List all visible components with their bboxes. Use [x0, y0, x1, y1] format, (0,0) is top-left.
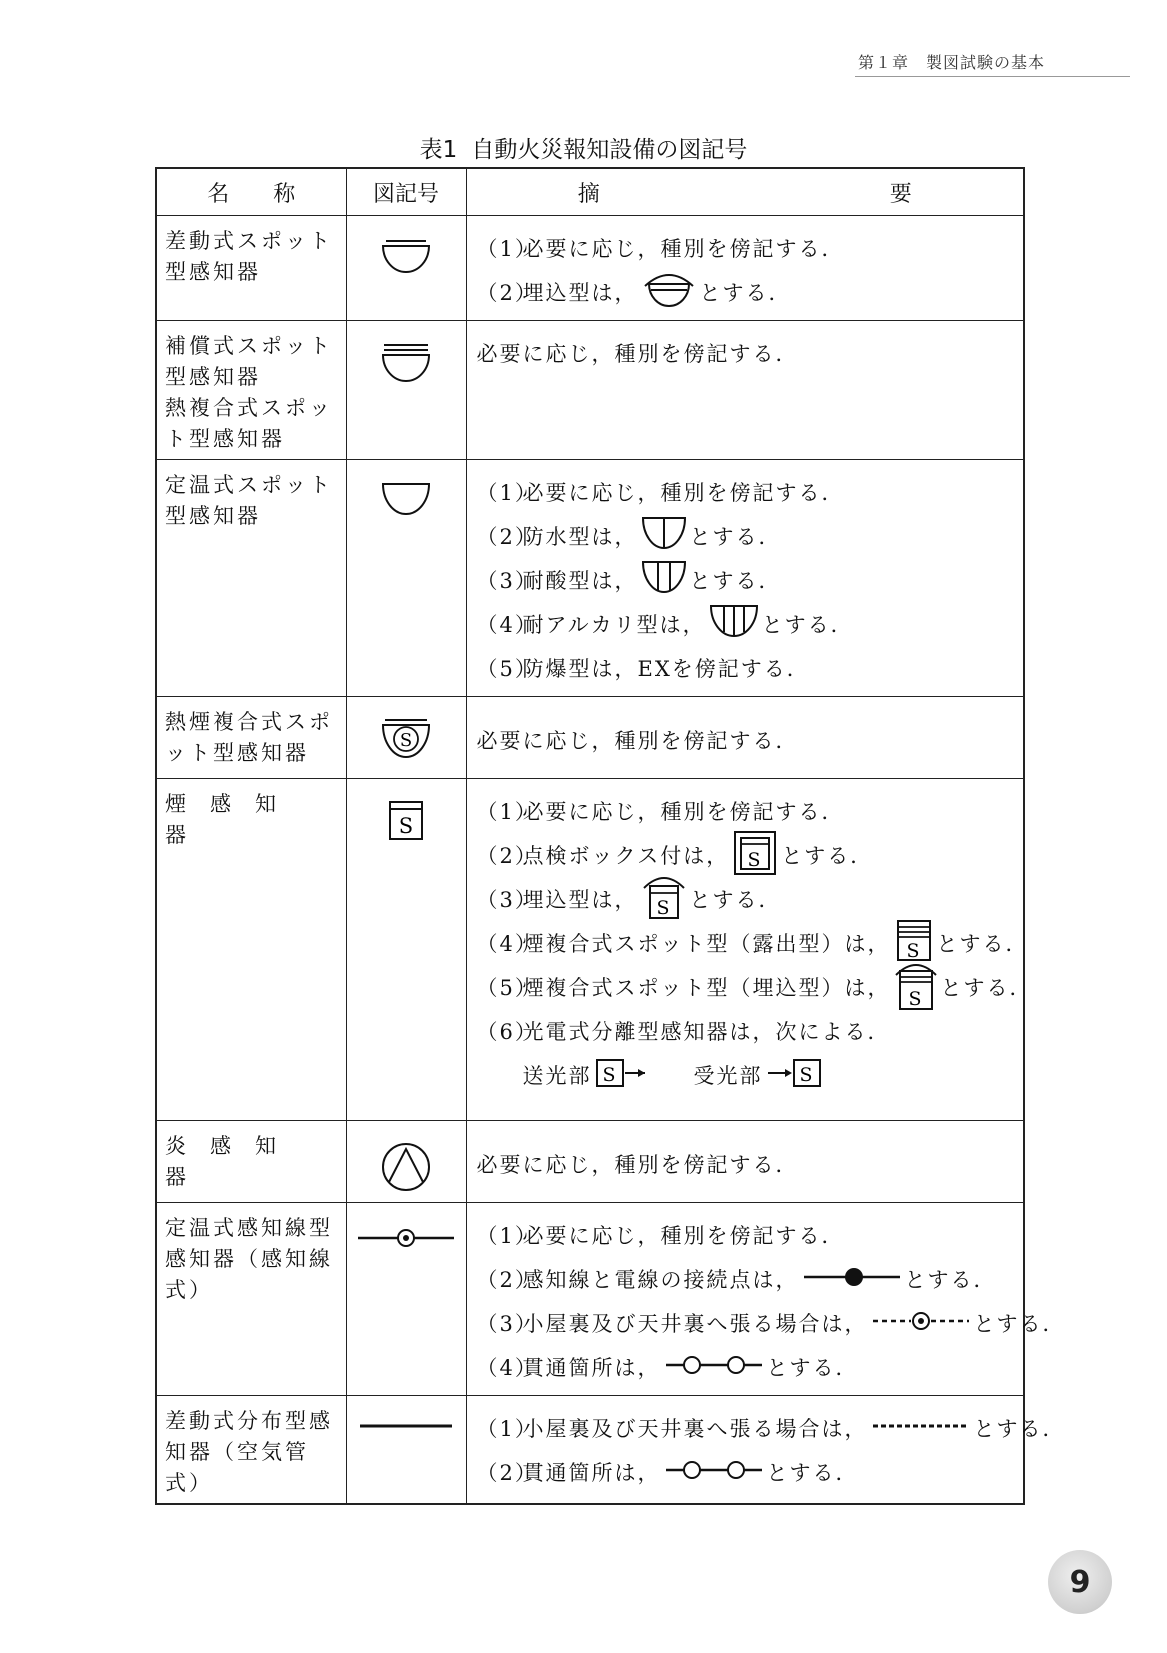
description-line — [477, 602, 1016, 646]
description-text: 埋込型は， — [522, 888, 638, 912]
description-text: 耐酸型は， — [522, 569, 638, 593]
row-symbol — [346, 460, 466, 697]
running-header: 第１章 製図試験の基本 — [858, 53, 1046, 72]
heat-smoke-combined-detector-icon — [380, 730, 432, 767]
svg-text:S: S — [905, 939, 922, 962]
penetration-point-icon — [664, 1455, 764, 1490]
description-text: とする． — [689, 569, 782, 593]
description-text: とする． — [689, 525, 782, 549]
description-text: 感知線と電線の接続点は， — [522, 1268, 799, 1292]
row-description — [466, 216, 1024, 321]
item-number: （3） — [476, 569, 538, 593]
description-line — [477, 718, 1016, 762]
description-line — [477, 270, 1016, 314]
description-line — [477, 1345, 1016, 1389]
penetration-point-icon — [664, 1350, 764, 1385]
row-name — [156, 1203, 346, 1396]
table-row — [156, 697, 1024, 779]
description-line — [476, 1406, 1066, 1450]
description-line — [476, 965, 1033, 1010]
description-line — [477, 470, 1016, 514]
differential-spot-embedded-icon — [641, 268, 697, 317]
description-text: 貫通箇所は， — [522, 1461, 661, 1485]
table-row — [156, 1203, 1024, 1396]
description-line — [477, 1213, 1016, 1257]
table-row — [156, 321, 1024, 460]
description-text: 防水型は， — [522, 525, 638, 549]
svg-text:S: S — [798, 1063, 815, 1086]
item-number: （1） — [476, 800, 538, 824]
description-text: とする． — [973, 1312, 1066, 1336]
table-body — [156, 216, 1066, 1505]
item-number: （1） — [476, 481, 538, 505]
description-text: とする． — [781, 844, 874, 868]
item-number: （1） — [476, 1417, 538, 1441]
item-number: （4） — [476, 1356, 538, 1380]
item-number: （2） — [476, 1461, 538, 1485]
alkali-proof-icon — [709, 602, 759, 647]
description-text: 防爆型は，EXを傍記する． — [522, 657, 810, 681]
description-text: とする． — [940, 976, 1033, 1000]
svg-text:S: S — [399, 730, 413, 751]
column-header-desc-left: 摘 — [577, 181, 600, 207]
svg-text:S: S — [601, 1063, 618, 1086]
page-number-badge: 9 — [1048, 1550, 1112, 1614]
item-number: （5） — [476, 976, 538, 1000]
item-number: （4） — [476, 613, 538, 637]
description-text: とする． — [766, 1356, 859, 1380]
table-row — [156, 460, 1024, 697]
row-symbol — [346, 1121, 466, 1203]
svg-text:S: S — [907, 987, 924, 1010]
item-number: （2） — [476, 1268, 538, 1292]
row-name-text: 定温式感知線型感知器（感知線式） — [165, 1216, 333, 1302]
row-name-text: 炎感知器 — [165, 1134, 300, 1189]
row-name-text: 補償式スポット型感知器 熱複合式スポット型感知器 — [165, 334, 333, 451]
description-text: 必要に応じ，種別を傍記する． — [522, 800, 845, 824]
description-line — [477, 1142, 1016, 1186]
description-text: 必要に応じ，種別を傍記する． — [476, 342, 799, 366]
row-symbol — [346, 321, 466, 460]
table-header-row — [156, 168, 1024, 216]
description-text: とする． — [973, 1417, 1066, 1441]
description-text: 埋込型は， — [522, 281, 638, 305]
description-text: 耐アルカリ型は， — [522, 613, 706, 637]
row-name — [156, 1396, 346, 1505]
item-number: （3） — [476, 888, 538, 912]
row-name-text: 差動式分布型感知器（空気管式） — [165, 1409, 333, 1495]
description-text: 煙複合式スポット型（埋込型）は， — [522, 976, 891, 1000]
item-number: （2） — [476, 281, 538, 305]
description-line — [477, 1257, 1016, 1301]
row-name-text: 差動式スポット型感知器 — [165, 229, 333, 284]
air-tube-line-icon — [356, 1421, 456, 1440]
smoke-combined-embedded-icon — [894, 959, 938, 1016]
row-name — [156, 460, 346, 697]
row-description — [466, 321, 1024, 460]
description-text: とする． — [761, 613, 854, 637]
flame-detector-icon — [380, 1178, 432, 1197]
row-name — [156, 697, 346, 779]
description-text: 小屋裏及び天井裏へ張る場合は， — [522, 1312, 868, 1336]
description-text: 貫通箇所は， — [522, 1356, 661, 1380]
row-name — [156, 779, 346, 1121]
description-line — [477, 833, 1016, 877]
table-row — [156, 1121, 1024, 1203]
column-header-desc-right: 要 — [889, 181, 912, 207]
description-text: 必要に応じ，種別を傍記する． — [522, 1224, 845, 1248]
row-symbol — [346, 216, 466, 321]
description-line — [477, 646, 1016, 690]
description-line — [476, 1301, 1066, 1345]
description-text: 必要に応じ，種別を傍記する． — [476, 1152, 799, 1177]
table-label: 表1 — [419, 137, 458, 163]
description-text: とする． — [699, 281, 792, 305]
description-text: とする． — [689, 888, 782, 912]
item-number: （3） — [476, 1312, 538, 1336]
table-row — [156, 779, 1024, 1121]
photoelectric-separated-symbols — [477, 1053, 1016, 1097]
acid-proof-icon — [641, 558, 687, 603]
description-text: とする． — [766, 1461, 859, 1485]
row-name — [156, 216, 346, 321]
description-text: 煙複合式スポット型（露出型）は， — [522, 932, 891, 956]
row-description — [466, 1121, 1024, 1203]
row-description — [466, 1203, 1066, 1396]
row-description — [466, 1396, 1066, 1505]
receiver-label: 受光部 — [693, 1064, 763, 1088]
differential-spot-detector-icon — [380, 265, 432, 284]
waterproof-icon — [641, 514, 687, 559]
row-symbol — [346, 1203, 466, 1396]
item-number: （2） — [476, 525, 538, 549]
description-line — [477, 514, 1016, 558]
row-description — [466, 460, 1024, 697]
row-description — [466, 779, 1033, 1121]
fixed-temperature-spot-detector-icon — [380, 505, 432, 524]
column-header-symbol: 図記号 — [346, 168, 466, 216]
item-number: （5） — [476, 657, 538, 681]
description-text: とする． — [936, 932, 1029, 956]
row-name — [156, 321, 346, 460]
row-name — [156, 1121, 346, 1203]
item-number: （2） — [476, 844, 538, 868]
description-text: 小屋裏及び天井裏へ張る場合は， — [522, 1417, 868, 1441]
transmitter-arrow-icon — [595, 1057, 651, 1094]
item-number: （6） — [476, 1020, 538, 1044]
sensing-wire-detector-icon — [356, 1238, 456, 1257]
wire-attic-dashed-icon — [871, 1306, 971, 1341]
item-number: （1） — [476, 1224, 538, 1248]
description-text: 必要に応じ，種別を傍記する． — [522, 237, 845, 261]
description-text: 点検ボックス付は， — [522, 844, 730, 868]
smoke-detector-icon — [386, 814, 426, 847]
smoke-with-inspection-box-icon — [732, 829, 778, 882]
row-name-text: 煙感知器 — [165, 792, 300, 847]
table-row — [156, 1396, 1024, 1505]
svg-text:S: S — [655, 896, 672, 919]
row-symbol — [346, 697, 466, 779]
table-row — [156, 216, 1024, 321]
row-symbol — [346, 779, 466, 1121]
row-symbol — [346, 1396, 466, 1505]
compensated-spot-detector-icon — [380, 370, 432, 389]
air-tube-attic-dotted-icon — [871, 1416, 971, 1441]
row-name-text: 熱煙複合式スポット型感知器 — [165, 710, 333, 765]
transmitter-label: 送光部 — [522, 1064, 592, 1088]
description-text: 光電式分離型感知器は，次による． — [522, 1020, 891, 1044]
wire-connection-point-icon — [802, 1262, 902, 1297]
description-line — [477, 1009, 1016, 1053]
description-text: 必要に応じ，種別を傍記する． — [476, 728, 799, 753]
description-line — [477, 558, 1016, 602]
symbol-table — [155, 167, 1066, 1505]
description-line — [477, 1450, 1016, 1494]
description-text: 必要に応じ，種別を傍記する． — [522, 481, 845, 505]
smoke-embedded-icon — [641, 872, 687, 927]
item-number: （1） — [476, 237, 538, 261]
row-description — [466, 697, 1024, 779]
header-rule — [855, 76, 1130, 77]
column-header-name: 名 称 — [156, 168, 346, 216]
svg-text:S: S — [398, 814, 414, 838]
column-header-description — [466, 168, 1024, 216]
item-number: （4） — [476, 932, 538, 956]
row-name-text: 定温式スポット型感知器 — [165, 473, 333, 528]
table-title — [0, 131, 1167, 164]
svg-text:S: S — [747, 848, 763, 871]
description-text: とする． — [904, 1268, 997, 1292]
description-line — [477, 789, 1016, 833]
table-caption: 自動火災報知設備の図記号 — [471, 137, 748, 163]
description-line — [477, 331, 1016, 375]
description-line — [477, 226, 1016, 270]
description-line — [477, 877, 1016, 921]
receiver-arrow-icon — [766, 1057, 822, 1094]
